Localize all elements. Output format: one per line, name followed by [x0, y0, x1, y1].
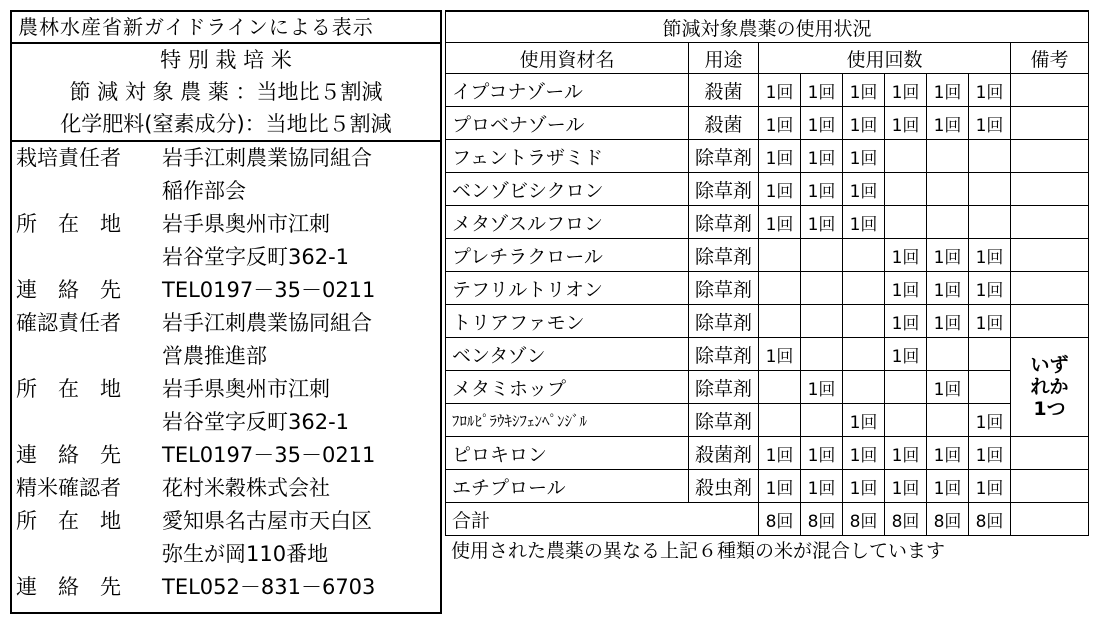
usage-count: 1回 [885, 107, 927, 140]
pesticide-use: 除草剤 [689, 404, 759, 437]
usage-count [759, 239, 801, 272]
label-panel [10, 10, 442, 614]
contact-key: 連 絡 先 [16, 443, 121, 467]
contact-value: 弥生が岡110番地 [162, 542, 329, 566]
contact-value: TEL0197－35－0211 [162, 443, 376, 467]
usage-count [801, 404, 843, 437]
total-count: 8回 [843, 503, 885, 536]
usage-count: 1回 [801, 206, 843, 239]
table-row [446, 206, 1089, 239]
usage-count [801, 338, 843, 371]
pesticide-use: 殺菌 [689, 107, 759, 140]
usage-count: 1回 [801, 371, 843, 404]
note-cell [1011, 239, 1089, 272]
usage-count: 1回 [885, 338, 927, 371]
contact-value: 岩谷堂字反町362-1 [162, 245, 350, 269]
usage-count: 1回 [927, 272, 969, 305]
usage-count [843, 338, 885, 371]
usage-count: 1回 [885, 305, 927, 338]
usage-count [969, 338, 1011, 371]
usage-count: 1回 [843, 107, 885, 140]
usage-count [801, 239, 843, 272]
usage-count [885, 404, 927, 437]
usage-count: 1回 [885, 74, 927, 107]
table-row [446, 140, 1089, 173]
usage-count [843, 305, 885, 338]
usage-count: 1回 [969, 305, 1011, 338]
contact-value: 稲作部会 [162, 179, 246, 203]
usage-count [759, 272, 801, 305]
usage-count: 1回 [927, 470, 969, 503]
pesticide-name: エチプロール [446, 470, 689, 503]
contact-row [12, 472, 440, 505]
contact-value: 愛知県名古屋市天白区 [162, 509, 372, 533]
usage-count [801, 272, 843, 305]
contact-row [12, 307, 440, 340]
contact-key [12, 340, 162, 373]
pesticide-name: メタミホップ [446, 371, 689, 404]
pesticide-use: 除草剤 [689, 140, 759, 173]
mix-note: 使用された農薬の異なる上記６種類の米が混合しています [451, 540, 946, 562]
contact-value: 花村米穀株式会社 [162, 476, 330, 500]
usage-count: 1回 [885, 239, 927, 272]
usage-count: 1回 [801, 470, 843, 503]
usage-count [969, 173, 1011, 206]
note-cell [1011, 140, 1089, 173]
usage-count: 1回 [843, 140, 885, 173]
usage-count [843, 272, 885, 305]
pesticide-name: ﾌﾛﾙﾋﾟﾗｳｷｼﾌｪﾝﾍﾟﾝｼﾞﾙ [446, 404, 689, 437]
contact-value: 岩手県奥州市江刺 [162, 377, 330, 401]
table-row [446, 74, 1089, 107]
usage-count: 1回 [969, 239, 1011, 272]
usage-count: 1回 [885, 272, 927, 305]
pesticide-use: 殺虫剤 [689, 470, 759, 503]
usage-count: 1回 [759, 206, 801, 239]
contact-list [12, 142, 440, 604]
table-row [446, 338, 1089, 371]
note-cell [1011, 470, 1089, 503]
usage-count: 1回 [759, 173, 801, 206]
usage-count: 1回 [843, 74, 885, 107]
pesticide-usage-panel [445, 10, 1088, 566]
usage-count [969, 371, 1011, 404]
contact-row [12, 505, 440, 538]
contact-key [12, 538, 162, 571]
pesticide-name: イプコナゾール [446, 74, 689, 107]
total-count: 8回 [885, 503, 927, 536]
pesticide-name: プロベナゾール [446, 107, 689, 140]
usage-count [927, 173, 969, 206]
contact-key: 連 絡 先 [16, 575, 121, 599]
usage-count: 1回 [927, 74, 969, 107]
contact-row [12, 373, 440, 406]
usage-count [927, 404, 969, 437]
pesticide-use: 除草剤 [689, 371, 759, 404]
usage-count [885, 371, 927, 404]
contact-row [12, 142, 440, 175]
usage-count: 1回 [801, 74, 843, 107]
note-cell [1011, 272, 1089, 305]
table-row [446, 470, 1089, 503]
usage-count: 1回 [927, 437, 969, 470]
usage-count [843, 239, 885, 272]
table-row [446, 437, 1089, 470]
product-title: 特 別 栽 培 米 [160, 48, 292, 72]
pesticide-name: プレチラクロール [446, 239, 689, 272]
usage-count: 1回 [969, 437, 1011, 470]
table-row [446, 305, 1089, 338]
total-count: 8回 [927, 503, 969, 536]
contact-row [12, 439, 440, 472]
pesticide-use: 除草剤 [689, 173, 759, 206]
pesticide-use: 除草剤 [689, 272, 759, 305]
pesticide-name: フェントラザミド [446, 140, 689, 173]
total-row [446, 503, 1089, 536]
usage-count: 1回 [927, 239, 969, 272]
usage-count: 1回 [843, 404, 885, 437]
pesticide-name: ピロキロン [446, 437, 689, 470]
usage-count: 1回 [927, 371, 969, 404]
pesticide-use: 除草剤 [689, 206, 759, 239]
col-use-header: 用途 [689, 43, 759, 74]
pesticide-name: メタゾスルフロン [446, 206, 689, 239]
pesticide-name: テフリルトリオン [446, 272, 689, 305]
contact-row [12, 208, 440, 241]
table-row [446, 173, 1089, 206]
usage-count [885, 173, 927, 206]
usage-count [885, 140, 927, 173]
usage-count [759, 404, 801, 437]
table-row [446, 371, 1089, 404]
usage-count [885, 206, 927, 239]
usage-count: 1回 [969, 74, 1011, 107]
note-cell [1011, 503, 1089, 536]
usage-count: 1回 [885, 437, 927, 470]
usage-count: 1回 [801, 107, 843, 140]
note-cell [1011, 305, 1089, 338]
table-row [446, 404, 1089, 437]
note-cell [1011, 206, 1089, 239]
contact-value: TEL052－831－6703 [162, 575, 376, 599]
contact-key: 栽培責任者 [16, 146, 121, 170]
contact-row [12, 571, 440, 604]
table-row [446, 107, 1089, 140]
usage-count: 1回 [759, 107, 801, 140]
pesticide-reduction: 節 減 対 象 農 薬 ：当地比５割減 [69, 80, 383, 104]
pesticide-use: 除草剤 [689, 338, 759, 371]
contact-value: 岩谷堂字反町362-1 [162, 410, 350, 434]
pesticide-use: 除草剤 [689, 305, 759, 338]
contact-key: 所 在 地 [16, 509, 121, 533]
usage-count: 1回 [843, 470, 885, 503]
contact-key [12, 175, 162, 208]
usage-count [927, 206, 969, 239]
usage-count [969, 140, 1011, 173]
note-cell [1011, 437, 1089, 470]
contact-value: 岩手江刺農業協同組合 [162, 146, 372, 170]
usage-count: 1回 [969, 470, 1011, 503]
pesticide-use: 殺菌剤 [689, 437, 759, 470]
usage-count: 1回 [927, 305, 969, 338]
note-cell [1011, 74, 1089, 107]
contact-value: 岩手江刺農業協同組合 [162, 311, 372, 335]
usage-count: 1回 [843, 206, 885, 239]
usage-count: 1回 [927, 107, 969, 140]
usage-count: 1回 [759, 338, 801, 371]
note-either-one: いずれか1つ [1011, 338, 1089, 437]
table-row [446, 239, 1089, 272]
pesticide-table [445, 10, 1089, 536]
usage-count: 1回 [843, 437, 885, 470]
contact-row [12, 340, 440, 373]
total-label: 合計 [446, 503, 759, 536]
pesticide-name: トリアファモン [446, 305, 689, 338]
pesticide-name: ベンタゾン [446, 338, 689, 371]
usage-count: 1回 [759, 437, 801, 470]
contact-key: 精米確認者 [16, 476, 121, 500]
col-count-header: 使用回数 [759, 43, 1011, 74]
contact-row [12, 241, 440, 274]
total-count: 8回 [969, 503, 1011, 536]
usage-count: 1回 [969, 404, 1011, 437]
usage-count [759, 305, 801, 338]
table-row [446, 272, 1089, 305]
usage-count: 1回 [759, 470, 801, 503]
contact-key: 確認責任者 [16, 311, 121, 335]
pesticide-use: 殺菌 [689, 74, 759, 107]
usage-count: 1回 [885, 470, 927, 503]
contact-key: 連 絡 先 [16, 278, 121, 302]
contact-row [12, 274, 440, 307]
total-count: 8回 [801, 503, 843, 536]
table-title: 節減対象農薬の使用状況 [446, 11, 1089, 43]
usage-count: 1回 [759, 140, 801, 173]
usage-count [927, 338, 969, 371]
usage-count [927, 140, 969, 173]
usage-count [969, 206, 1011, 239]
usage-count: 1回 [843, 173, 885, 206]
usage-count: 1回 [801, 140, 843, 173]
contact-key [12, 406, 162, 439]
contact-key [12, 241, 162, 274]
usage-count: 1回 [969, 107, 1011, 140]
fertilizer-reduction: 化学肥料(窒素成分)：当地比５割減 [60, 112, 392, 136]
usage-count: 1回 [969, 272, 1011, 305]
pesticide-use: 除草剤 [689, 239, 759, 272]
contact-key: 所 在 地 [16, 377, 121, 401]
contact-value: TEL0197－35－0211 [162, 278, 376, 302]
note-cell [1011, 107, 1089, 140]
note-cell [1011, 173, 1089, 206]
guideline-header: 農林水産省新ガイドラインによる表示 [12, 12, 440, 44]
pesticide-name: ベンゾビシクロン [446, 173, 689, 206]
total-count: 8回 [759, 503, 801, 536]
contact-value: 岩手県奥州市江刺 [162, 212, 330, 236]
usage-count [759, 371, 801, 404]
usage-count [801, 305, 843, 338]
contact-key: 所 在 地 [16, 212, 121, 236]
usage-count: 1回 [759, 74, 801, 107]
contact-row [12, 538, 440, 571]
contact-value: 営農推進部 [162, 344, 267, 368]
usage-count: 1回 [801, 437, 843, 470]
col-note-header: 備考 [1011, 43, 1089, 74]
col-name-header: 使用資材名 [446, 43, 689, 74]
usage-count: 1回 [801, 173, 843, 206]
contact-row [12, 406, 440, 439]
contact-row [12, 175, 440, 208]
usage-count [843, 371, 885, 404]
